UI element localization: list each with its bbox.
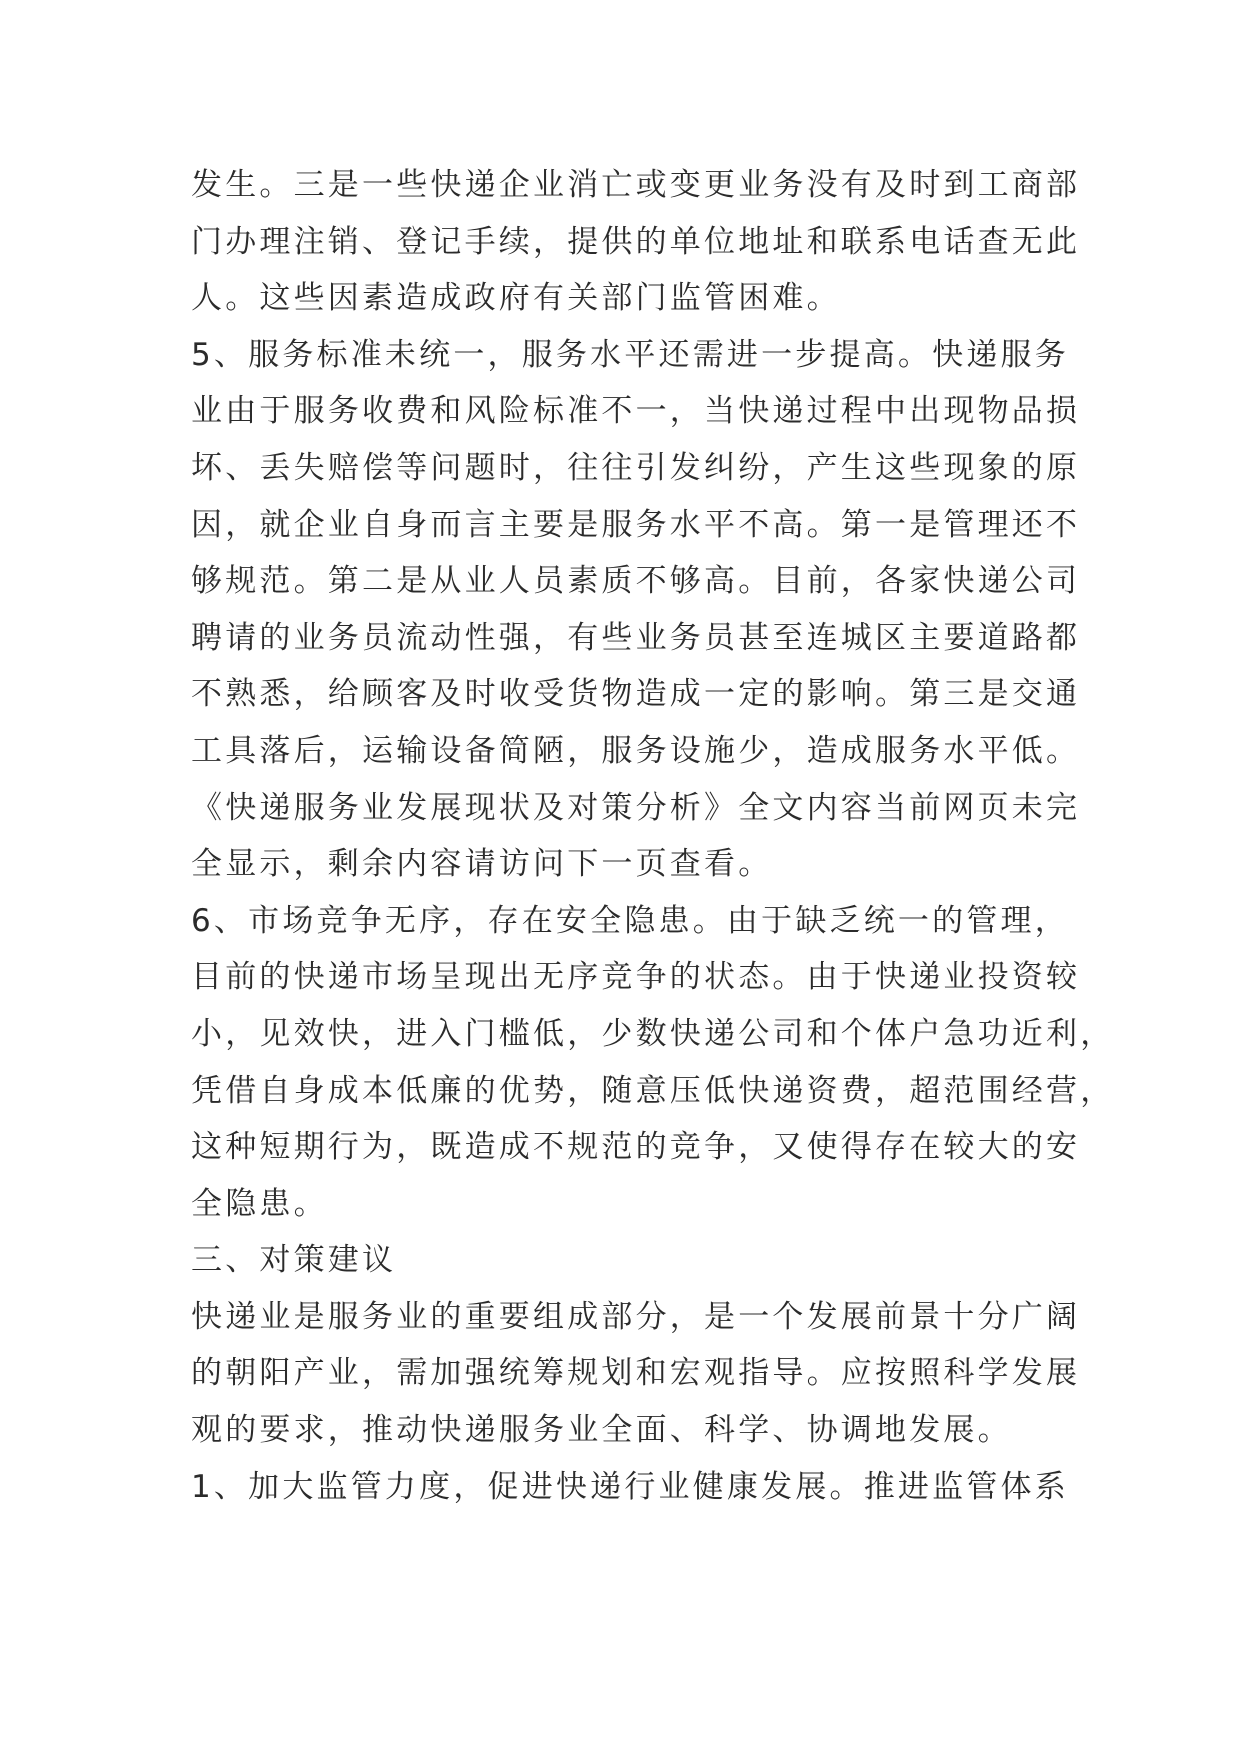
text-line: 门办理注销、登记手续，提供的单位地址和联系电话查无此 xyxy=(191,223,1081,260)
text-line: 发生。三是一些快递企业消亡或变更业务没有及时到工商部 xyxy=(191,167,1081,203)
text-line: 目前的快递市场呈现出无序竞争的状态。由于快递业投资较 xyxy=(191,959,1081,996)
text-line: 不熟悉，给顾客及时收受货物造成一定的影响。第三是交通 xyxy=(191,676,1081,713)
text-line: 的朝阳产业，需加强统筹规划和宏观指导。应按照科学发展 xyxy=(191,1355,1081,1392)
text-line: 够规范。第二是从业人员素质不够高。目前，各家快递公司 xyxy=(191,563,1081,600)
text-line: 凭借自身成本低廉的优势，随意压低快递资费，超范围经营， xyxy=(191,1072,1115,1109)
text-line: 人。这些因素造成政府有关部门监管困难。 xyxy=(191,280,841,317)
text-line: 这种短期行为，既造成不规范的竞争，又使得存在较大的安 xyxy=(191,1129,1081,1166)
body-text xyxy=(191,157,1115,1515)
text-line: 全隐患。 xyxy=(191,1185,328,1222)
text-line: 观的要求，推动快递服务业全面、科学、协调地发展。 xyxy=(191,1412,1012,1449)
truncation-notice: 《快递服务业发展现状及对策分析》全文内容当前网页未完 xyxy=(191,789,1081,826)
text-line: 因，就企业自身而言主要是服务水平不高。第一是管理还不 xyxy=(191,506,1081,543)
text-line: 快递业是服务业的重要组成部分，是一个发展前景十分广阔 xyxy=(191,1298,1081,1335)
text-line: 小，见效快，进入门槛低，少数快递公司和个体户急功近利， xyxy=(191,1015,1115,1052)
section-heading-1: 1、加大监管力度，促进快递行业健康发展。推进监管体系 xyxy=(191,1468,1069,1505)
text-line: 业由于服务收费和风险标准不一，当快递过程中出现物品损 xyxy=(191,393,1081,430)
text-line: 工具落后，运输设备简陋，服务设施少，造成服务水平低。 xyxy=(191,732,1081,769)
text-line: 聘请的业务员流动性强，有些业务员甚至连城区主要道路都 xyxy=(191,619,1081,656)
section-heading-5: 5、服务标准未统一，服务水平还需进一步提高。快递服务 xyxy=(191,336,1069,373)
section-heading-6: 6、市场竞争无序，存在安全隐患。由于缺乏统一的管理， xyxy=(191,902,1069,939)
chapter-heading: 三、对策建议 xyxy=(191,1242,397,1279)
text-line: 坏、丢失赔偿等问题时，往往引发纠纷，产生这些现象的原 xyxy=(191,449,1081,486)
truncation-notice: 全显示，剩余内容请访问下一页查看。 xyxy=(191,846,773,883)
